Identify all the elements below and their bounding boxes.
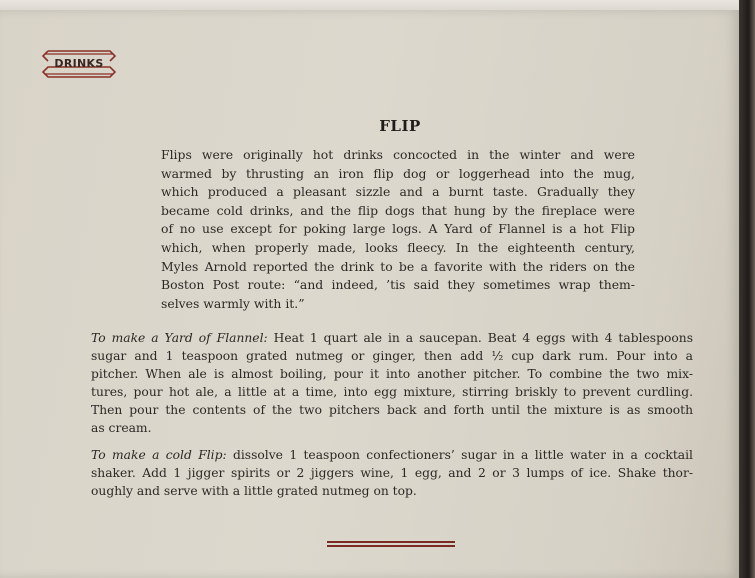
recipe-line: shaker. Add 1 jigger spirits or 2 jiggers wine, 1 egg, and 2 or 3 lumps of ice. Shake thor- — [91, 465, 693, 480]
intro-line: became cold drinks, and the flip dogs that hung by the fireplace were — [161, 202, 635, 218]
page-title: FLIP — [379, 117, 421, 135]
recipe-cold-flip — [91, 447, 693, 501]
book-spine-edge — [739, 0, 755, 578]
recipe-text: dissolve 1 teaspoon confectioners’ sugar in a little water in a cocktail — [226, 448, 693, 462]
intro-line: Myles Arnold reported the drink to be a favorite with the riders on the — [161, 258, 635, 274]
intro-line: Boston Post route: “and indeed, ’tis said they sometimes wrap them- — [161, 277, 635, 293]
recipe-line: tures, pour hot ale, a little at a time, into egg mixture, stirring briskly to prevent curdling. — [91, 384, 693, 399]
section-tag — [42, 48, 116, 80]
recipe-heading: To make a Yard of Flannel: — [91, 331, 268, 345]
recipe-line: pitcher. When ale is almost boiling, pour it into another pitcher. To combine the two mix- — [91, 366, 693, 381]
recipe-line — [91, 330, 693, 348]
recipe-line: oughly and serve with a little grated nutmeg on top. — [91, 483, 417, 498]
rule-line-top — [327, 541, 455, 543]
section-tag-label: DRINKS — [54, 57, 104, 70]
recipe-line: Then pour the contents of the two pitchers back and forth until the mixture is as smooth — [91, 402, 693, 417]
intro-line: which, when properly made, looks fleecy. In the eighteenth century, — [161, 239, 635, 255]
rule-line-bottom — [327, 545, 455, 547]
recipe-line — [91, 447, 693, 465]
intro-line: of no use except for poking large logs. A Yard of Flannel is a hot Flip — [161, 221, 635, 237]
recipe-text: Heat 1 quart ale in a saucepan. Beat 4 eggs with 4 tablespoons — [267, 331, 694, 345]
recipe-line: sugar and 1 teaspoon grated nutmeg or ginger, then add ½ cup dark rum. Pour into a — [91, 348, 693, 363]
recipe-heading: To make a cold Flip: — [91, 448, 227, 462]
intro-line: selves warmly with it.” — [161, 295, 305, 311]
intro-paragraph — [161, 146, 635, 313]
decorative-rule — [327, 541, 455, 547]
recipe-yard-of-flannel — [91, 330, 693, 437]
recipe-line: as cream. — [91, 420, 152, 435]
intro-line: warmed by thrusting an iron flip dog or loggerhead into the mug, — [161, 165, 635, 181]
intro-line: Flips were originally hot drinks concocted in the winter and were — [161, 147, 635, 162]
intro-line: which produced a pleasant sizzle and a burnt taste. Gradually they — [161, 184, 635, 200]
